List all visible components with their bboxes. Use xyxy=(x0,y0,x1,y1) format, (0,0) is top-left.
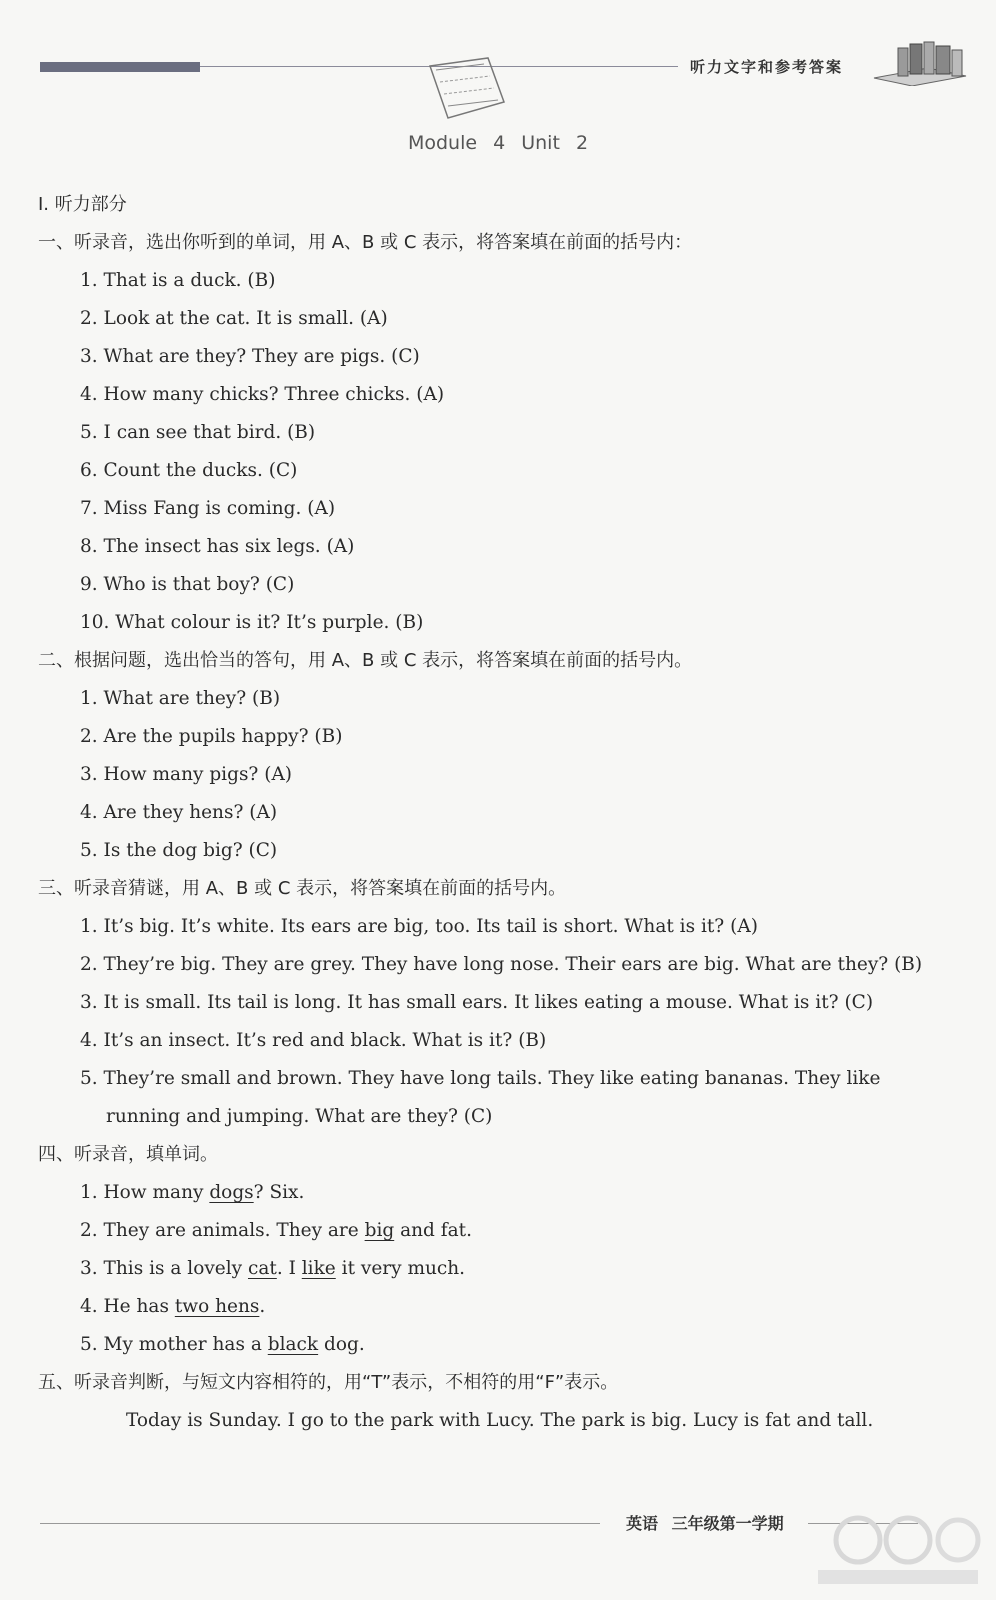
list-item: 2. Look at the cat. It is small. (A) xyxy=(80,308,388,329)
list-item: 7. Miss Fang is coming. (A) xyxy=(80,498,336,519)
list-item: 4. It’s an insect. It’s red and black. What is it? (B) xyxy=(80,1030,547,1051)
answer-blank: black xyxy=(267,1334,319,1355)
answer-blank: like xyxy=(301,1258,336,1279)
section-2-heading: 二、根据问题，选出恰当的答句，用 A、B 或 C 表示，将答案填在前面的括号内。 xyxy=(38,650,693,671)
list-item: 5. My mother has a black dog. xyxy=(80,1334,365,1355)
list-item: 3. It is small. Its tail is long. It has small ears. It likes eating a mouse. What is it? (C) xyxy=(80,992,874,1013)
list-item: 2. Are the pupils happy? (B) xyxy=(80,726,343,747)
list-item: 2. They are animals. They are big and fat. xyxy=(80,1220,472,1241)
section-1-heading: 一、听录音，选出你听到的单词，用 A、B 或 C 表示，将答案填在前面的括号内： xyxy=(38,232,693,253)
list-item: 4. How many chicks? Three chicks. (A) xyxy=(80,384,445,405)
list-item: 3. How many pigs? (A) xyxy=(80,764,293,785)
list-item: 1. It’s big. It’s white. Its ears are big, too. Its tail is short. What is it? (A) xyxy=(80,916,758,937)
list-item: 3. What are they? They are pigs. (C) xyxy=(80,346,420,367)
list-item: 5. Is the dog big? (C) xyxy=(80,840,278,861)
answer-blank: cat xyxy=(247,1258,277,1279)
section-4-heading: 四、听录音，填单词。 xyxy=(38,1144,218,1165)
footer-divider xyxy=(40,1523,600,1524)
footer-text: 英语 三年级第一学期 xyxy=(626,1514,784,1533)
list-item: 4. He has two hens. xyxy=(80,1296,266,1317)
list-item: 4. Are they hens? (A) xyxy=(80,802,278,823)
header-title: 听力文字和参考答案 xyxy=(690,58,844,76)
list-item: 3. This is a lovely cat. I like it very much. xyxy=(80,1258,466,1279)
list-item: 1. How many dogs? Six. xyxy=(80,1182,305,1203)
list-item: 2. They’re big. They are grey. They have long nose. Their ears are big. What are they? (B) xyxy=(80,954,923,975)
section-5-heading: 五、听录音判断，与短文内容相符的，用“T”表示，不相符的用“F”表示。 xyxy=(38,1372,619,1393)
list-item: 10. What colour is it? It’s purple. (B) xyxy=(80,612,424,633)
module-title: Module 4 Unit 2 xyxy=(407,132,589,154)
part-heading: Ⅰ. 听力部分 xyxy=(38,194,127,215)
header-bar xyxy=(40,62,200,72)
stamp-icon xyxy=(418,52,514,124)
answer-blank: dogs xyxy=(209,1182,254,1203)
list-item: 9. Who is that boy? (C) xyxy=(80,574,295,595)
books-icon xyxy=(868,38,968,86)
list-item: 1. That is a duck. (B) xyxy=(80,270,276,291)
answer-content xyxy=(38,186,958,1440)
list-item: 8. The insect has six legs. (A) xyxy=(80,536,355,557)
passage-text: Today is Sunday. I go to the park with Lucy. The park is big. Lucy is fat and tall. xyxy=(126,1410,874,1431)
list-item: 6. Count the ducks. (C) xyxy=(80,460,298,481)
list-item: 1. What are they? (B) xyxy=(80,688,281,709)
answer-blank: two hens xyxy=(174,1296,260,1317)
section-3-heading: 三、听录音猜谜，用 A、B 或 C 表示，将答案填在前面的括号内。 xyxy=(38,878,567,899)
answer-blank: big xyxy=(364,1220,395,1241)
list-item: 5. I can see that bird. (B) xyxy=(80,422,316,443)
list-item: 5. They’re small and brown. They have long tails. They like eating bananas. They like running and jumping. What are they? (C) xyxy=(80,1068,881,1127)
watermark-logo-icon xyxy=(798,1510,988,1590)
